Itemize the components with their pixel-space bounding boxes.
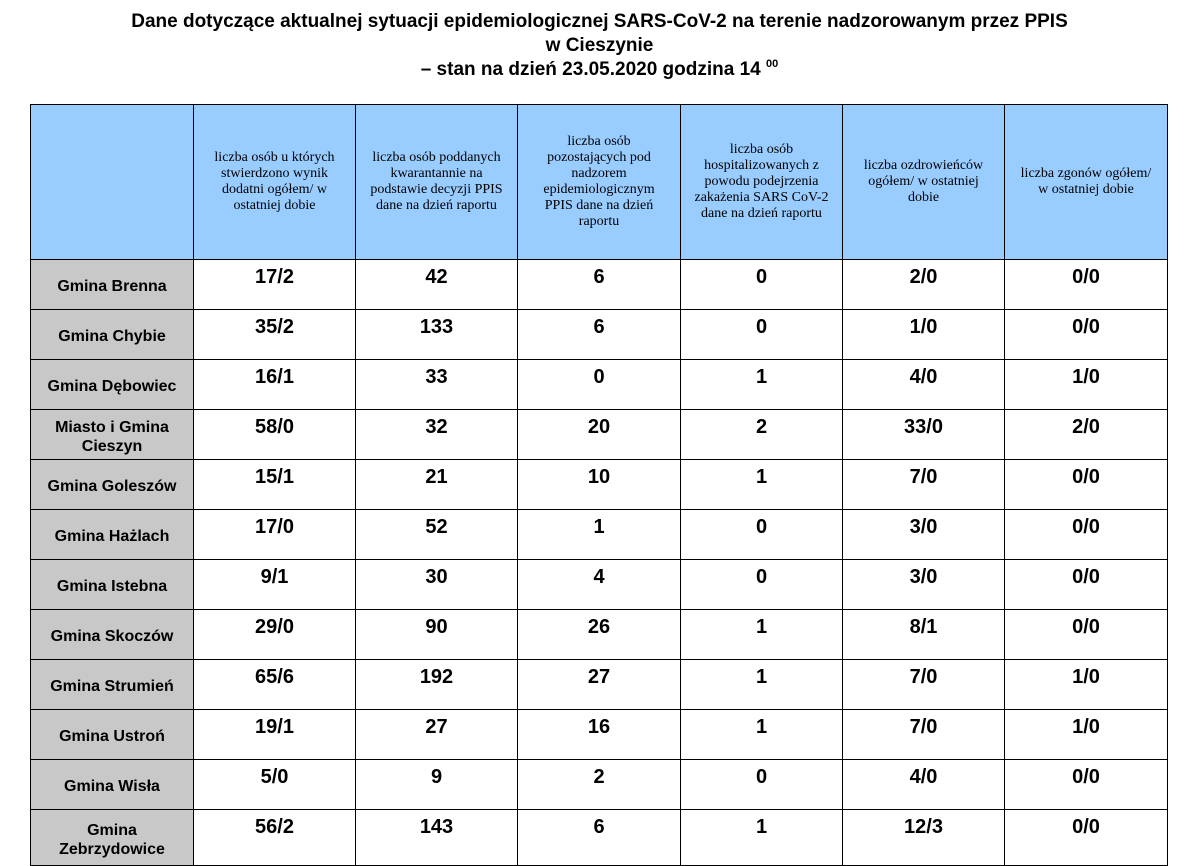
- table-row: [31, 310, 1168, 360]
- table-row: [31, 560, 1168, 610]
- header-cell-empty: [31, 105, 194, 260]
- value-cell: 9/1: [194, 560, 356, 610]
- value-cell: 0: [681, 260, 843, 310]
- municipality-name-cell: Gmina Hażlach: [31, 510, 194, 560]
- municipality-name-cell: Gmina Goleszów: [31, 460, 194, 510]
- value-cell: 0: [681, 510, 843, 560]
- value-cell: 2: [681, 410, 843, 460]
- municipality-name-cell: Gmina Chybie: [31, 310, 194, 360]
- value-cell: 7/0: [843, 710, 1005, 760]
- value-cell: 27: [518, 660, 681, 710]
- value-cell: 0/0: [1005, 560, 1168, 610]
- value-cell: 3/0: [843, 560, 1005, 610]
- page-title: [0, 10, 1199, 82]
- header-cell-positive-cases: liczba osób u których stwierdzono wynik dodatni ogółem/ w ostatniej dobie: [194, 105, 356, 260]
- value-cell: 20: [518, 410, 681, 460]
- title-line-2: w Cieszynie: [545, 35, 654, 56]
- table-row: [31, 510, 1168, 560]
- value-cell: 3/0: [843, 510, 1005, 560]
- value-cell: 0/0: [1005, 810, 1168, 866]
- municipality-name-cell: Miasto i Gmina Cieszyn: [31, 410, 194, 460]
- value-cell: 8/1: [843, 610, 1005, 660]
- value-cell: 4/0: [843, 760, 1005, 810]
- value-cell: 133: [356, 310, 518, 360]
- value-cell: 0/0: [1005, 460, 1168, 510]
- value-cell: 0/0: [1005, 760, 1168, 810]
- municipality-name-cell: Gmina Brenna: [31, 260, 194, 310]
- title-line-1: Dane dotyczące aktualnej sytuacji epidemiologicznej SARS-CoV-2 na terenie nadzorowanym przez PPIS: [131, 11, 1068, 32]
- value-cell: 56/2: [194, 810, 356, 866]
- value-cell: 0: [681, 760, 843, 810]
- title-line-3: [0, 58, 1199, 82]
- value-cell: 1: [681, 810, 843, 866]
- value-cell: 9: [356, 760, 518, 810]
- value-cell: 42: [356, 260, 518, 310]
- value-cell: 4: [518, 560, 681, 610]
- epidemiological-report-table: [30, 104, 1168, 866]
- value-cell: 2/0: [843, 260, 1005, 310]
- value-cell: 0/0: [1005, 510, 1168, 560]
- value-cell: 26: [518, 610, 681, 660]
- value-cell: 1/0: [1005, 360, 1168, 410]
- municipality-name-cell: Gmina Skoczów: [31, 610, 194, 660]
- value-cell: 27: [356, 710, 518, 760]
- table-row: [31, 360, 1168, 410]
- table-row: [31, 410, 1168, 460]
- value-cell: 6: [518, 310, 681, 360]
- value-cell: 0: [681, 560, 843, 610]
- value-cell: 1/0: [1005, 710, 1168, 760]
- municipality-name-cell: Gmina Zebrzydowice: [31, 810, 194, 866]
- value-cell: 1/0: [1005, 660, 1168, 710]
- value-cell: 30: [356, 560, 518, 610]
- value-cell: 1/0: [843, 310, 1005, 360]
- table-row: [31, 710, 1168, 760]
- value-cell: 2/0: [1005, 410, 1168, 460]
- value-cell: 0/0: [1005, 310, 1168, 360]
- value-cell: 15/1: [194, 460, 356, 510]
- municipality-name-cell: Gmina Strumień: [31, 660, 194, 710]
- value-cell: 4/0: [843, 360, 1005, 410]
- table-row: [31, 260, 1168, 310]
- value-cell: 16/1: [194, 360, 356, 410]
- title-date-time: – stan na dzień 23.05.2020 godzina 14: [420, 59, 761, 80]
- value-cell: 1: [681, 360, 843, 410]
- value-cell: 0: [681, 310, 843, 360]
- value-cell: 16: [518, 710, 681, 760]
- municipality-name-cell: Gmina Wisła: [31, 760, 194, 810]
- value-cell: 143: [356, 810, 518, 866]
- value-cell: 6: [518, 260, 681, 310]
- value-cell: 2: [518, 760, 681, 810]
- value-cell: 19/1: [194, 710, 356, 760]
- value-cell: 7/0: [843, 660, 1005, 710]
- value-cell: 58/0: [194, 410, 356, 460]
- municipality-name-cell: Gmina Dębowiec: [31, 360, 194, 410]
- value-cell: 6: [518, 810, 681, 866]
- title-minutes-superscript: 00: [766, 58, 779, 70]
- table-row: [31, 460, 1168, 510]
- value-cell: 17/2: [194, 260, 356, 310]
- value-cell: 0/0: [1005, 260, 1168, 310]
- value-cell: 65/6: [194, 660, 356, 710]
- value-cell: 33: [356, 360, 518, 410]
- value-cell: 0: [518, 360, 681, 410]
- value-cell: 29/0: [194, 610, 356, 660]
- value-cell: 35/2: [194, 310, 356, 360]
- table-row: [31, 810, 1168, 866]
- value-cell: 1: [681, 460, 843, 510]
- value-cell: 5/0: [194, 760, 356, 810]
- value-cell: 17/0: [194, 510, 356, 560]
- table-row: [31, 660, 1168, 710]
- value-cell: 21: [356, 460, 518, 510]
- value-cell: 90: [356, 610, 518, 660]
- header-cell-deaths: liczba zgonów ogółem/ w ostatniej dobie: [1005, 105, 1168, 260]
- table-row: [31, 760, 1168, 810]
- table-header-row: [31, 105, 1168, 260]
- value-cell: 33/0: [843, 410, 1005, 460]
- value-cell: 12/3: [843, 810, 1005, 866]
- value-cell: 1: [518, 510, 681, 560]
- table-row: [31, 610, 1168, 660]
- header-cell-quarantined: liczba osób poddanych kwarantannie na podstawie decyzji PPIS dane na dzień raportu: [356, 105, 518, 260]
- value-cell: 192: [356, 660, 518, 710]
- value-cell: 52: [356, 510, 518, 560]
- value-cell: 1: [681, 710, 843, 760]
- municipality-name-cell: Gmina Istebna: [31, 560, 194, 610]
- value-cell: 1: [681, 610, 843, 660]
- value-cell: 32: [356, 410, 518, 460]
- value-cell: 0/0: [1005, 610, 1168, 660]
- municipality-name-cell: Gmina Ustroń: [31, 710, 194, 760]
- header-cell-under-supervision: liczba osób pozostających pod nadzorem epidemiologicznym PPIS dane na dzień raportu: [518, 105, 681, 260]
- value-cell: 10: [518, 460, 681, 510]
- value-cell: 1: [681, 660, 843, 710]
- header-cell-hospitalized: liczba osób hospitalizowanych z powodu podejrzenia zakażenia SARS CoV-2 dane na dzień raportu: [681, 105, 843, 260]
- value-cell: 7/0: [843, 460, 1005, 510]
- header-cell-recovered: liczba ozdrowieńców ogółem/ w ostatniej dobie: [843, 105, 1005, 260]
